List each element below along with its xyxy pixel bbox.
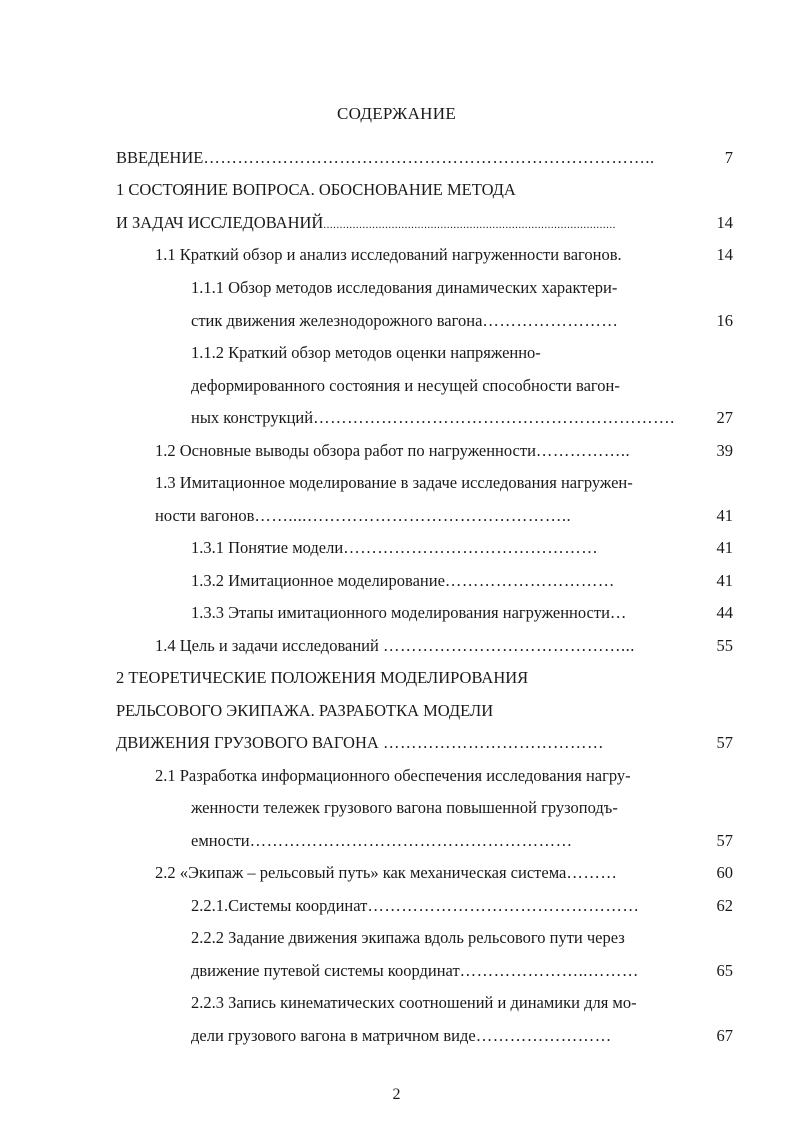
toc-page-number: 62 — [716, 896, 733, 915]
toc-leader-dots: ………………………………………………… — [249, 831, 573, 850]
toc-entry-text: 1.2 Основные выводы обзора работ по нагруженности — [155, 441, 536, 460]
toc-entry-s2-1-cont2[interactable] — [191, 829, 688, 853]
toc-entry-text: 1 СОСТОЯНИЕ ВОПРОСА. ОБОСНОВАНИЕ МЕТОДА — [116, 180, 516, 199]
toc-entry-text: 1.1.1 Обзор методов исследования динамических характери- — [191, 278, 618, 297]
toc-entry-s1-1-2[interactable] — [191, 341, 688, 365]
toc-entry-s2-2-2-cont[interactable] — [191, 959, 688, 983]
toc-leader-dots: …………………… — [482, 311, 619, 330]
toc-entry-text: 1.3.2 Имитационное моделирование — [191, 571, 445, 590]
toc-entry-s1-3-1[interactable] — [191, 536, 688, 560]
toc-entry-text: 2.2.3 Запись кинематических соотношений и динамики для мо- — [191, 993, 637, 1012]
toc-entry-text: И ЗАДАЧ ИССЛЕДОВАНИЙ — [116, 213, 324, 232]
toc-entry-text: 2 ТЕОРЕТИЧЕСКИЕ ПОЛОЖЕНИЯ МОДЕЛИРОВАНИЯ — [116, 668, 529, 687]
toc-entry-s2-2-3[interactable] — [191, 991, 688, 1015]
toc-entry-text: 1.3 Имитационное моделирование в задаче исследования нагружен- — [155, 473, 633, 492]
toc-leader-dots: … — [609, 603, 627, 622]
toc-entry-text: 2.2.2 Задание движения экипажа вдоль рельсового пути через — [191, 928, 625, 947]
page-number: 2 — [392, 1086, 401, 1103]
toc-entry-intro[interactable] — [116, 146, 688, 170]
toc-entry-text: стик движения железнодорожного вагона — [191, 311, 483, 330]
toc-entry-text: РЕЛЬСОВОГО ЭКИПАЖА. РАЗРАБОТКА МОДЕЛИ — [116, 701, 494, 720]
toc-entry-s2-2-2[interactable] — [191, 926, 688, 950]
toc-leader-dots: ………………………… — [444, 571, 615, 590]
toc-entry-s2-2-1[interactable] — [191, 894, 688, 918]
toc-page-number: 7 — [724, 148, 733, 167]
toc-entry-text: ных конструкций — [191, 408, 314, 427]
toc-entry-text: 2.1 Разработка информационного обеспечения исследования нагру- — [155, 766, 631, 785]
toc-entry-ch2[interactable] — [116, 666, 688, 690]
toc-leader-dots: ………………………………………………………. — [313, 408, 675, 427]
toc-entry-ch1-cont[interactable] — [116, 211, 688, 235]
toc-entry-s1-2[interactable] — [155, 439, 688, 463]
toc-page-number: 41 — [716, 506, 733, 525]
toc-page-number: 14 — [716, 213, 733, 232]
toc-page-number: 57 — [716, 733, 733, 752]
toc-page-number: 44 — [716, 603, 733, 622]
toc-entry-text: дели грузового вагона в матричном виде — [191, 1026, 476, 1045]
toc-entry-text: 1.1 Краткий обзор и анализ исследований нагруженности вагонов. — [155, 245, 622, 264]
toc-entry-s2-2-3-cont[interactable] — [191, 1024, 688, 1048]
toc-entry-s2-1-cont[interactable] — [191, 796, 688, 820]
toc-page-number: 16 — [716, 311, 733, 330]
toc-entry-text: 2.2.1.Системы координат — [191, 896, 368, 915]
toc-entry-ch2-cont[interactable] — [116, 699, 688, 723]
toc-page-number: 27 — [716, 408, 733, 427]
toc-leader-dots: …………………… — [475, 1026, 612, 1045]
toc-entry-text: 1.1.2 Краткий обзор методов оценки напряженно- — [191, 343, 541, 362]
toc-entry-text: емности — [191, 831, 250, 850]
toc-leader-dots: …………………..……… — [459, 961, 639, 980]
toc-entry-s1-3[interactable] — [155, 471, 688, 495]
toc-entry-s1-1-2-cont[interactable] — [191, 374, 688, 398]
toc-entry-text: 1.4 Цель и задачи исследований — [155, 636, 383, 655]
toc-leader-dots: ……… — [566, 863, 618, 882]
toc-entry-text: женности тележек грузового вагона повышенной грузоподъ- — [191, 798, 618, 817]
toc-entry-s2-1[interactable] — [155, 764, 688, 788]
toc-page-number: 60 — [716, 863, 733, 882]
toc-page-number: 41 — [716, 538, 733, 557]
toc-entry-s1-3-3[interactable] — [191, 601, 688, 625]
toc-page-number: 41 — [716, 571, 733, 590]
toc-entry-s1-3-cont[interactable] — [155, 504, 688, 528]
toc-leader-dots: …………….. — [535, 441, 631, 460]
toc-leader-dots: .......................................................................................... — [323, 219, 616, 231]
toc-entry-text: 2.2 «Экипаж – рельсовый путь» как механическая система — [155, 863, 567, 882]
toc-page-number: 14 — [716, 245, 733, 264]
toc-page-number: 65 — [716, 961, 733, 980]
toc-entry-s1-1-1-cont[interactable] — [191, 309, 688, 333]
toc-leader-dots: ……....……………………………………….. — [254, 506, 572, 525]
toc-entry-text: ДВИЖЕНИЯ ГРУЗОВОГО ВАГОНА — [116, 733, 383, 752]
toc-leader-dots: ……………………………………… — [343, 538, 599, 557]
toc-leader-dots: ……………………………………... — [382, 636, 635, 655]
page-title: СОДЕРЖАНИЕ — [336, 104, 457, 123]
toc-entry-text: движение путевой системы координат — [191, 961, 460, 980]
toc-leader-dots: ………………………………… — [382, 733, 604, 752]
toc-entry-ch2-cont2[interactable] — [116, 731, 688, 755]
toc-entry-s1-1-2-cont2[interactable] — [191, 406, 688, 430]
toc-leader-dots: ………………………………………… — [367, 896, 640, 915]
toc-entry-s1-1[interactable] — [155, 243, 688, 267]
toc-entry-text: деформированного состояния и несущей способности вагон- — [191, 376, 620, 395]
toc-entry-s1-3-2[interactable] — [191, 569, 688, 593]
toc-entry-text: 1.3.1 Понятие модели — [191, 538, 344, 557]
toc-entry-s1-1-1[interactable] — [191, 276, 688, 300]
toc-entry-text: ВВЕДЕНИЕ — [116, 148, 204, 167]
toc-entry-s2-2[interactable] — [155, 861, 688, 885]
toc-entry-ch1[interactable] — [116, 178, 688, 202]
toc-page-number: 39 — [716, 441, 733, 460]
toc-page-number: 57 — [716, 831, 733, 850]
toc-entry-text: ности вагонов — [155, 506, 255, 525]
toc-page-number: 55 — [716, 636, 733, 655]
toc-entry-text: 1.3.3 Этапы имитационного моделирования нагруженности — [191, 603, 610, 622]
toc-leader-dots: …………………………………………………………………….. — [203, 148, 655, 167]
toc-entry-s1-4[interactable] — [155, 634, 688, 658]
toc-page-number: 67 — [716, 1026, 733, 1045]
